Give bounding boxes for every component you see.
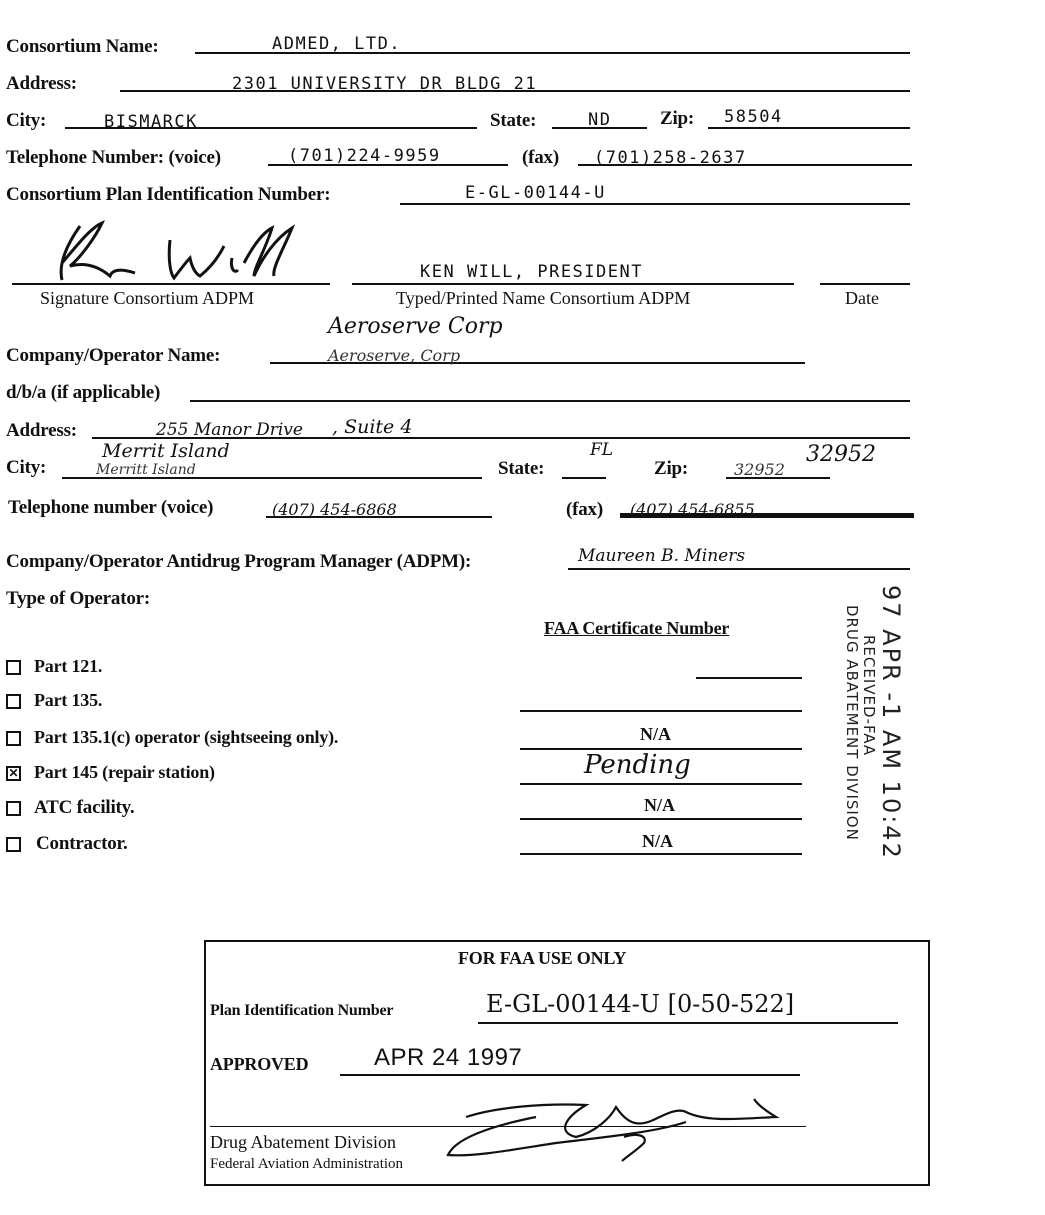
received-stamp [843, 585, 905, 860]
operator-type-label: Type of Operator: [6, 588, 150, 609]
consortium-fax-label: (fax) [522, 147, 559, 168]
part-121-cert-line [696, 677, 802, 679]
contractor-cert-line [520, 853, 802, 855]
contractor-checkbox[interactable] [6, 837, 21, 852]
consortium-name-value: ADMED, LTD. [272, 34, 402, 54]
adpm-line [568, 568, 910, 570]
atc-facility-cert-line [520, 818, 802, 820]
company-state-value: FL [590, 440, 614, 460]
faa-plan-line [478, 1022, 898, 1024]
signature-line [12, 283, 330, 285]
part-135-1c-cert: N/A [640, 724, 671, 744]
company-fax-label: (fax) [566, 499, 603, 520]
stamp-line2: DRUG ABATEMENT DIVISION [843, 605, 861, 841]
dba-label: d/b/a (if applicable) [6, 382, 161, 403]
consortium-address-label: Address: [6, 73, 77, 94]
faa-plan-value: E-GL-00144-U [0-50-522] [486, 990, 795, 1018]
approved-label: APPROVED [210, 1054, 309, 1074]
approved-date: APR 24 1997 [374, 1044, 523, 1071]
consortium-zip-line [708, 127, 910, 129]
company-state-label: State: [498, 458, 545, 479]
part-135-label: Part 135. [34, 690, 103, 710]
faa-plan-label: Plan Identification Number [210, 1002, 394, 1019]
typed-name-value: KEN WILL, PRESIDENT [420, 262, 643, 282]
company-name-label: Company/Operator Name: [6, 345, 221, 366]
part-135-1c-checkbox[interactable] [6, 731, 21, 746]
faa-box-title: FOR FAA USE ONLY [458, 948, 627, 968]
consortium-city-label: City: [6, 110, 47, 131]
adpm-value: Maureen B. Miners [578, 546, 746, 566]
stamp-line1: RECEIVED-FAA [860, 635, 878, 757]
consortium-plan-value: E-GL-00144-U [465, 183, 606, 203]
adpm-signature-image [40, 218, 310, 293]
consortium-address-value: 2301 UNIVERSITY DR BLDG 21 [232, 74, 538, 94]
consortium-zip-value: 58504 [724, 107, 783, 127]
consortium-plan-line [400, 203, 910, 205]
consortium-name-label: Consortium Name: [6, 36, 159, 57]
consortium-state-value: ND [588, 110, 612, 130]
date-caption: Date [845, 288, 879, 308]
company-city-typed: Merritt Island [96, 462, 196, 478]
dba-line [190, 400, 910, 402]
atc-facility-label: ATC facility. [34, 797, 135, 818]
typed-name-line [352, 283, 794, 285]
consortium-state-label: State: [490, 110, 537, 131]
part-135-1c-label: Part 135.1(c) operator (sightseeing only). [34, 727, 339, 747]
part-121-label: Part 121. [34, 656, 103, 676]
company-address-value: 255 Manor Drive [156, 420, 303, 440]
division-label: Drug Abatement Division [210, 1132, 396, 1152]
consortium-phone-label: Telephone Number: (voice) [6, 147, 221, 168]
consortium-phone-value: (701)224-9959 [288, 146, 441, 166]
contractor-label: Contractor. [36, 833, 128, 854]
signature-caption: Signature Consortium ADPM [40, 288, 255, 308]
company-fax-value: (407) 454-6855 [630, 500, 755, 519]
division-line [210, 1126, 806, 1127]
part-135-cert-line [520, 710, 802, 712]
faa-use-box [204, 940, 930, 1186]
company-zip-typed: 32952 [734, 460, 785, 479]
contractor-cert: N/A [642, 831, 673, 851]
company-city-handwritten: Merrit Island [102, 440, 230, 462]
part-145-label: Part 145 (repair station) [34, 762, 215, 782]
agency-label: Federal Aviation Administration [210, 1156, 404, 1172]
consortium-fax-value: (701)258-2637 [594, 148, 747, 168]
date-line [820, 283, 910, 285]
part-135-checkbox[interactable] [6, 694, 21, 709]
consortium-city-value: BISMARCK [104, 112, 198, 132]
cert-header: FAA Certificate Number [544, 618, 730, 638]
part-145-cert: Pending [584, 750, 691, 780]
company-address-suite: , Suite 4 [332, 416, 413, 438]
part-145-checkbox[interactable]: ✕ [6, 766, 21, 781]
atc-facility-checkbox[interactable] [6, 801, 21, 816]
approved-line [340, 1074, 800, 1076]
company-phone-value: (407) 454-6868 [272, 500, 397, 519]
company-name-handwritten: Aeroserve Corp [328, 314, 503, 339]
company-city-label: City: [6, 457, 47, 478]
company-state-line [562, 477, 606, 479]
consortium-zip-label: Zip: [660, 108, 695, 129]
part-121-checkbox[interactable] [6, 660, 21, 675]
company-phone-label: Telephone number (voice) [8, 497, 214, 518]
company-name-typed: Aeroserve, Corp [328, 346, 461, 365]
company-zip-handwritten: 32952 [806, 442, 876, 467]
company-address-label: Address: [6, 420, 77, 441]
atc-facility-cert: N/A [644, 795, 675, 815]
part-145-cert-line [520, 783, 802, 785]
stamp-date-time: 97 APR -1 AM 10:42 [877, 585, 905, 860]
company-zip-label: Zip: [654, 458, 689, 479]
consortium-plan-label: Consortium Plan Identification Number: [6, 184, 331, 205]
adpm-label: Company/Operator Antidrug Program Manager (ADPM): [6, 551, 472, 572]
faa-signature-image [436, 1077, 796, 1162]
typed-name-caption: Typed/Printed Name Consortium ADPM [396, 288, 691, 308]
